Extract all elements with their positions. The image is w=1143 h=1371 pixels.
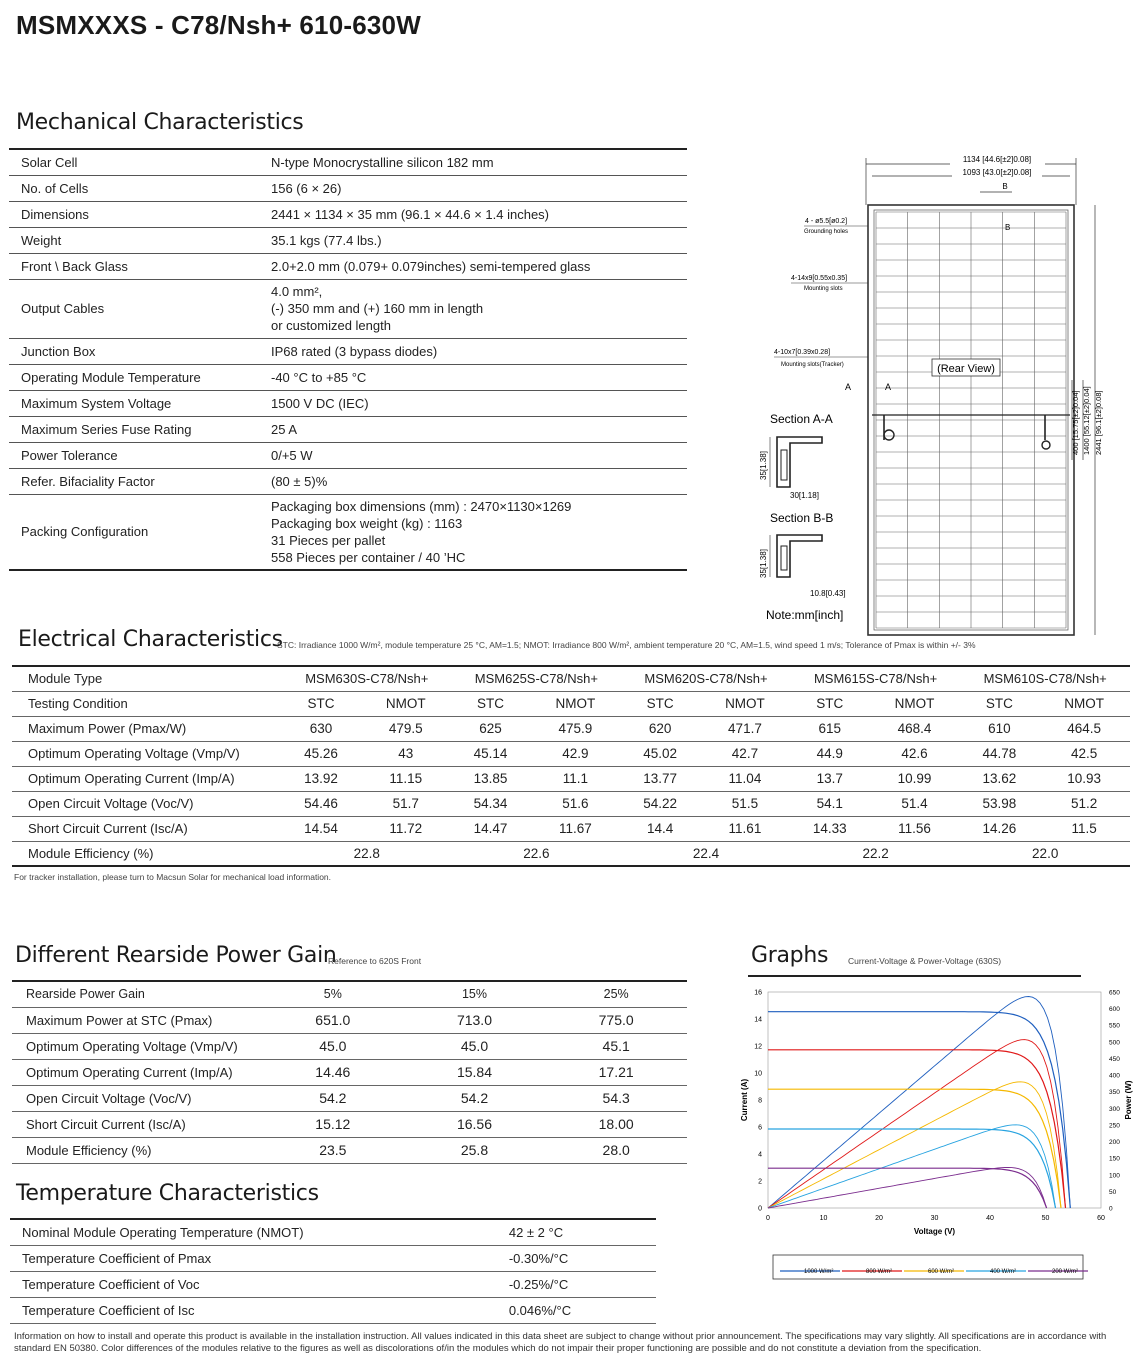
y2-tick-label: 200 (1109, 1139, 1120, 1147)
mechanical-row (9, 149, 687, 175)
electrical-value: 14.26 (960, 816, 1038, 841)
mechanical-label: Junction Box (9, 338, 259, 364)
stc-header: STC (621, 691, 699, 716)
mechanical-label: Refer. Bifaciality Factor (9, 468, 259, 494)
y-tick-label: 4 (758, 1151, 762, 1159)
nmot-header: NMOT (1038, 691, 1130, 716)
y2-tick-label: 450 (1109, 1055, 1120, 1063)
efficiency-value: 22.6 (452, 841, 622, 866)
rearside-row (12, 1007, 687, 1033)
y-tick-label: 0 (758, 1205, 762, 1213)
rearside-gain-header: 5% (262, 981, 404, 1007)
x-tick-label: 60 (1097, 1215, 1105, 1222)
mechanical-value: 25 A (259, 416, 687, 442)
rearside-row (12, 1033, 687, 1059)
rearside-row (12, 1059, 687, 1085)
electrical-value: 51.5 (699, 791, 791, 816)
electrical-value: 45.26 (282, 741, 360, 766)
stc-header: STC (960, 691, 1038, 716)
electrical-value: 44.9 (791, 741, 869, 766)
electrical-value: 13.85 (452, 766, 530, 791)
legend-entry: 800 W/m² (866, 1269, 893, 1275)
y-tick-label: 14 (754, 1016, 762, 1024)
electrical-value: 13.77 (621, 766, 699, 791)
mechanical-value (259, 494, 687, 570)
rearside-header-label: Rearside Power Gain (12, 981, 262, 1007)
mechanical-label: Output Cables (9, 279, 259, 338)
temperature-label: Temperature Coefficient of Isc (10, 1297, 424, 1323)
nmot-header: NMOT (360, 691, 452, 716)
electrical-value: 54.1 (791, 791, 869, 816)
label-b-top: B (1002, 182, 1008, 191)
mechanical-row (9, 494, 687, 570)
rearside-value: 15.12 (262, 1111, 404, 1137)
graphs-title: Graphs (751, 943, 829, 968)
rearside-value: 45.1 (545, 1033, 687, 1059)
section-bb-height: 35[1.38] (759, 549, 768, 578)
y-tick-label: 8 (758, 1097, 762, 1105)
dim-width-outer: 1134 [44.6[±2]0.08] (962, 155, 1032, 164)
rearside-gain-header: 25% (545, 981, 687, 1007)
rearside-value: 45.0 (262, 1033, 404, 1059)
electrical-value: 43 (360, 741, 452, 766)
graphs-subtitle: Current-Voltage & Power-Voltage (630S) (848, 956, 1002, 966)
rearside-value: 14.46 (262, 1059, 404, 1085)
pv-curve-series-1 (768, 1040, 1066, 1208)
legend-entry: 400 W/m² (990, 1269, 1017, 1275)
mechanical-row (9, 201, 687, 227)
rearside-value: 54.2 (404, 1085, 546, 1111)
mechanical-value: 0/+5 W (259, 442, 687, 468)
dim-side-400: 400 [15.75[±2]0.04] (1071, 390, 1080, 455)
rearside-value: 45.0 (404, 1033, 546, 1059)
x-tick-label: 50 (1041, 1215, 1050, 1222)
electrical-value: 42.7 (699, 741, 791, 766)
model-name: MSM615S-C78/Nsh+ (791, 666, 961, 691)
electrical-value: 10.99 (869, 766, 961, 791)
electrical-value: 610 (960, 716, 1038, 741)
y2-tick-label: 50 (1109, 1188, 1117, 1196)
rearside-value: 18.00 (545, 1111, 687, 1137)
electrical-row (12, 716, 1130, 741)
mechanical-label: Solar Cell (9, 149, 259, 175)
electrical-value: 479.5 (360, 716, 452, 741)
tracker-slots-sub: Mounting slots(Tracker) (781, 362, 844, 368)
electrical-value: 14.4 (621, 816, 699, 841)
rearside-value: 17.21 (545, 1059, 687, 1085)
rearside-value: 54.3 (545, 1085, 687, 1111)
mechanical-label: Maximum System Voltage (9, 390, 259, 416)
mounting-slots-label: 4-14x9[0.55x0.35] (791, 275, 848, 282)
dim-width-inner: 1093 [43.0[±2]0.08] (962, 168, 1032, 177)
tracker-footnote: For tracker installation, please turn to Macsun Solar for mechanical load information. (14, 872, 332, 882)
rearside-value: 28.0 (545, 1137, 687, 1163)
electrical-value: 471.7 (699, 716, 791, 741)
y-tick-label: 16 (754, 989, 762, 997)
electrical-value: 42.5 (1038, 741, 1130, 766)
rearside-label: Open Circuit Voltage (Voc/V) (12, 1085, 262, 1111)
stc-header: STC (282, 691, 360, 716)
mechanical-row (9, 175, 687, 201)
mechanical-title: Mechanical Characteristics (16, 110, 304, 135)
plot-area (768, 992, 1101, 1208)
model-name: MSM630S-C78/Nsh+ (282, 666, 452, 691)
rearside-label: Short Circuit Current (Isc/A) (12, 1111, 262, 1137)
legend-entry: 600 W/m² (928, 1269, 955, 1275)
page-title: MSMXXXS - C78/Nsh+ 610-630W (16, 10, 421, 40)
rearside-label: Maximum Power at STC (Pmax) (12, 1007, 262, 1033)
rearside-table (12, 980, 687, 1164)
electrical-value: 13.92 (282, 766, 360, 791)
mechanical-row (9, 279, 687, 338)
electrical-value: 475.9 (530, 716, 622, 741)
efficiency-value: 22.8 (282, 841, 452, 866)
electrical-value: 625 (452, 716, 530, 741)
temperature-value: 42 ± 2 °C (424, 1219, 656, 1245)
electrical-value: 54.34 (452, 791, 530, 816)
rearside-value: 16.56 (404, 1111, 546, 1137)
rearside-value: 651.0 (262, 1007, 404, 1033)
y2-tick-label: 100 (1109, 1172, 1120, 1180)
x-tick-label: 20 (875, 1215, 883, 1222)
electrical-title: Electrical Characteristics (18, 627, 283, 652)
x-tick-label: 30 (930, 1215, 939, 1222)
rearside-value: 775.0 (545, 1007, 687, 1033)
electrical-value: 51.7 (360, 791, 452, 816)
electrical-value: 630 (282, 716, 360, 741)
electrical-value: 14.54 (282, 816, 360, 841)
y-axis-label: Current (A) (740, 1078, 749, 1122)
mechanical-value: IP68 rated (3 bypass diodes) (259, 338, 687, 364)
efficiency-label: Module Efficiency (%) (12, 841, 282, 866)
x-axis-label: Voltage (V) (913, 1227, 956, 1236)
temperature-label: Temperature Coefficient of Pmax (10, 1245, 424, 1271)
electrical-label: Short Circuit Current (Isc/A) (12, 816, 282, 841)
mechanical-value: -40 °C to +85 °C (259, 364, 687, 390)
electrical-value: 51.2 (1038, 791, 1130, 816)
y-tick-label: 12 (754, 1043, 762, 1051)
electrical-row (12, 791, 1130, 816)
testing-condition-row (12, 691, 1130, 716)
rearside-value: 54.2 (262, 1085, 404, 1111)
electrical-value: 464.5 (1038, 716, 1130, 741)
mechanical-value: (80 ± 5)% (259, 468, 687, 494)
model-name: MSM610S-C78/Nsh+ (960, 666, 1130, 691)
mechanical-label: Power Tolerance (9, 442, 259, 468)
temperature-row (10, 1219, 656, 1245)
electrical-value: 11.15 (360, 766, 452, 791)
grounding-holes-label: 4 - ø5.5[ø0.2] (805, 218, 848, 225)
section-aa-width: 30[1.18] (790, 491, 819, 500)
y2-tick-label: 650 (1109, 989, 1120, 997)
electrical-value: 468.4 (869, 716, 961, 741)
legend-entry: 200 W/m² (1052, 1269, 1079, 1275)
electrical-value: 42.9 (530, 741, 622, 766)
temperature-row (10, 1245, 656, 1271)
rearside-title: Different Rearside Power Gain (15, 943, 337, 968)
rearside-value: 25.8 (404, 1137, 546, 1163)
electrical-value: 45.02 (621, 741, 699, 766)
electrical-row (12, 816, 1130, 841)
y2-tick-label: 350 (1109, 1089, 1120, 1097)
temperature-value: -0.30%/°C (424, 1245, 656, 1271)
electrical-label: Optimum Operating Voltage (Vmp/V) (12, 741, 282, 766)
mechanical-label: Operating Module Temperature (9, 364, 259, 390)
x-tick-label: 40 (986, 1215, 994, 1222)
efficiency-value: 22.0 (960, 841, 1130, 866)
y2-tick-label: 400 (1109, 1072, 1120, 1080)
efficiency-value: 22.4 (621, 841, 791, 866)
rearside-label: Module Efficiency (%) (12, 1137, 262, 1163)
mechanical-value: 2441 × 1134 × 35 mm (96.1 × 44.6 × 1.4 inches) (259, 201, 687, 227)
y2-tick-label: 150 (1109, 1155, 1120, 1163)
section-bb-width: 10.8[0.43] (810, 589, 846, 598)
iv-curve-series-0 (768, 1012, 1070, 1208)
model-name: MSM620S-C78/Nsh+ (621, 666, 791, 691)
x-tick-label: 10 (819, 1215, 828, 1222)
electrical-value: 13.7 (791, 766, 869, 791)
nmot-header: NMOT (699, 691, 791, 716)
mechanical-value-line: Packaging box weight (kg) : 1163 (271, 515, 463, 531)
electrical-value: 11.72 (360, 816, 452, 841)
electrical-value: 51.6 (530, 791, 622, 816)
mechanical-row (9, 253, 687, 279)
electrical-value: 42.6 (869, 741, 961, 766)
temperature-label: Temperature Coefficient of Voc (10, 1271, 424, 1297)
label-a-left: A (845, 382, 852, 392)
mechanical-value: N-type Monocrystalline silicon 182 mm (259, 149, 687, 175)
pv-curve-series-4 (768, 1168, 1047, 1209)
mechanical-row (9, 227, 687, 253)
rearside-subtitle: Reference to 620S Front (328, 956, 422, 966)
units-note: Note:mm[inch] (766, 608, 844, 622)
dim-side-2441: 2441 [96.1[±2]0.08] (1094, 390, 1103, 455)
grounding-holes-sub: Grounding holes (804, 229, 849, 235)
mechanical-label: Packing Configuration (9, 494, 259, 570)
temperature-row (10, 1297, 656, 1323)
electrical-value: 11.1 (530, 766, 622, 791)
temperature-row (10, 1271, 656, 1297)
electrical-row (12, 766, 1130, 791)
electrical-value: 11.04 (699, 766, 791, 791)
stc-header: STC (791, 691, 869, 716)
iv-pv-chart (735, 985, 1135, 1285)
mechanical-label: Maximum Series Fuse Rating (9, 416, 259, 442)
rearside-row (12, 1085, 687, 1111)
electrical-value: 53.98 (960, 791, 1038, 816)
rearside-row (12, 1111, 687, 1137)
mechanical-label: Weight (9, 227, 259, 253)
y2-tick-label: 250 (1109, 1122, 1120, 1130)
mechanical-row (9, 338, 687, 364)
rearside-label: Optimum Operating Current (Imp/A) (12, 1059, 262, 1085)
y-tick-label: 10 (754, 1070, 762, 1078)
electrical-value: 54.22 (621, 791, 699, 816)
temperature-label: Nominal Module Operating Temperature (NMOT) (10, 1219, 424, 1245)
temperature-title: Temperature Characteristics (16, 1181, 319, 1206)
y2-tick-label: 500 (1109, 1039, 1120, 1047)
electrical-value: 44.78 (960, 741, 1038, 766)
module-type-label: Module Type (12, 666, 282, 691)
rearside-value: 23.5 (262, 1137, 404, 1163)
electrical-label: Open Circuit Voltage (Voc/V) (12, 791, 282, 816)
electrical-value: 13.62 (960, 766, 1038, 791)
chart-legend (773, 1255, 1088, 1279)
disclaimer-note: Information on how to install and operate this product is available in the installation instruction. All values indicated in this data sheet are subject to change without prior announcement. The specifications may vary slightly. All specifications are in accordance with standard EN 50380. Color differences of the modules relative to the figures as well as discolorations of/in the modules which do not impair their proper functioning are possible and do not constitute a deviation from the specification. (14, 1331, 1107, 1354)
efficiency-value: 22.2 (791, 841, 961, 866)
electrical-header-row (12, 666, 1130, 691)
electrical-table (12, 665, 1130, 867)
mechanical-row (9, 364, 687, 390)
mechanical-value: 2.0+2.0 mm (0.079+ 0.079inches) semi-tempered glass (259, 253, 687, 279)
y2-tick-label: 300 (1109, 1105, 1120, 1113)
electrical-value: 11.56 (869, 816, 961, 841)
tracker-slots-label: 4-10x7[0.39x0.28] (774, 349, 831, 356)
rearside-header-row (12, 981, 687, 1007)
mechanical-value-line: 4.0 mm², (271, 284, 323, 299)
legend-entry: 1000 W/m² (804, 1269, 834, 1275)
electrical-row (12, 741, 1130, 766)
nmot-header: NMOT (869, 691, 961, 716)
electrical-label: Maximum Power (Pmax/W) (12, 716, 282, 741)
dim-side-1400: 1400 [55.12[±2]0.04] (1082, 386, 1091, 455)
iv-curve-series-4 (768, 1168, 1047, 1208)
y-tick-label: 6 (758, 1124, 762, 1132)
mechanical-label: Front \ Back Glass (9, 253, 259, 279)
label-a-right: A (885, 382, 892, 392)
efficiency-row (12, 841, 1130, 866)
mechanical-label: Dimensions (9, 201, 259, 227)
mechanical-label: No. of Cells (9, 175, 259, 201)
electrical-value: 620 (621, 716, 699, 741)
mechanical-value: 156 (6 × 26) (259, 175, 687, 201)
y2-tick-label: 0 (1109, 1205, 1113, 1213)
mechanical-row (9, 442, 687, 468)
electrical-value: 11.61 (699, 816, 791, 841)
electrical-value: 14.33 (791, 816, 869, 841)
mechanical-row (9, 416, 687, 442)
mechanical-value (259, 279, 687, 338)
electrical-value: 51.4 (869, 791, 961, 816)
y2-tick-label: 600 (1109, 1006, 1120, 1014)
electrical-value: 45.14 (452, 741, 530, 766)
rearside-value: 15.84 (404, 1059, 546, 1085)
mechanical-value-line: or customized length (271, 318, 391, 333)
section-aa-title: Section A-A (770, 412, 833, 426)
temperature-value: 0.046%/°C (424, 1297, 656, 1323)
y-tick-label: 2 (758, 1178, 762, 1186)
pv-curve-series-3 (768, 1125, 1056, 1208)
stc-header: STC (452, 691, 530, 716)
electrical-value: 14.47 (452, 816, 530, 841)
rear-view-label: (Rear View) (937, 363, 995, 375)
electrical-value: 11.67 (530, 816, 622, 841)
temperature-table (10, 1218, 656, 1324)
mechanical-value-line: Packaging box dimensions (mm) : 2470×1130×1269 (271, 498, 572, 514)
electrical-value: 10.93 (1038, 766, 1130, 791)
y2-tick-label: 550 (1109, 1022, 1120, 1030)
mechanical-table (9, 148, 687, 571)
x-tick-label: 0 (766, 1215, 770, 1222)
mounting-slots-sub: Mounting slots (804, 286, 843, 292)
rearside-row (12, 1137, 687, 1163)
section-bb-title: Section B-B (770, 511, 834, 525)
y2-axis-label: Power (W) (1124, 1080, 1133, 1120)
electrical-value: 54.46 (282, 791, 360, 816)
mechanical-value: 1500 V DC (IEC) (259, 390, 687, 416)
module-drawing (750, 150, 1140, 640)
mechanical-row (9, 468, 687, 494)
mechanical-value-line: 558 Pieces per container / 40 ’HC (271, 549, 466, 565)
electrical-label: Optimum Operating Current (Imp/A) (12, 766, 282, 791)
nmot-header: NMOT (530, 691, 622, 716)
pv-curve-series-2 (768, 1082, 1061, 1208)
section-aa-height: 35[1.38] (759, 451, 768, 480)
model-name: MSM625S-C78/Nsh+ (452, 666, 622, 691)
mechanical-value: 35.1 kgs (77.4 lbs.) (259, 227, 687, 253)
electrical-value: 615 (791, 716, 869, 741)
rearside-gain-header: 15% (404, 981, 546, 1007)
rearside-label: Optimum Operating Voltage (Vmp/V) (12, 1033, 262, 1059)
electrical-value: 11.5 (1038, 816, 1130, 841)
temperature-value: -0.25%/°C (424, 1271, 656, 1297)
mechanical-row (9, 390, 687, 416)
testing-condition-label: Testing Condition (12, 691, 282, 716)
graphs-rule (748, 975, 1081, 977)
mechanical-value-line: 31 Pieces per pallet (271, 532, 386, 548)
label-b-mid: B (1005, 223, 1011, 232)
mechanical-value-line: (-) 350 mm and (+) 160 mm in length (271, 301, 484, 316)
rearside-value: 713.0 (404, 1007, 546, 1033)
electrical-subtitle: STC: Irradiance 1000 W/m², module temperature 25 °C, AM=1.5; NMOT: Irradiance 800 W/m², ambient temperature 20 °C, AM=1.5, wind speed 1 m/s; Tolerance of Pmax is within +/- 3% (277, 640, 976, 650)
